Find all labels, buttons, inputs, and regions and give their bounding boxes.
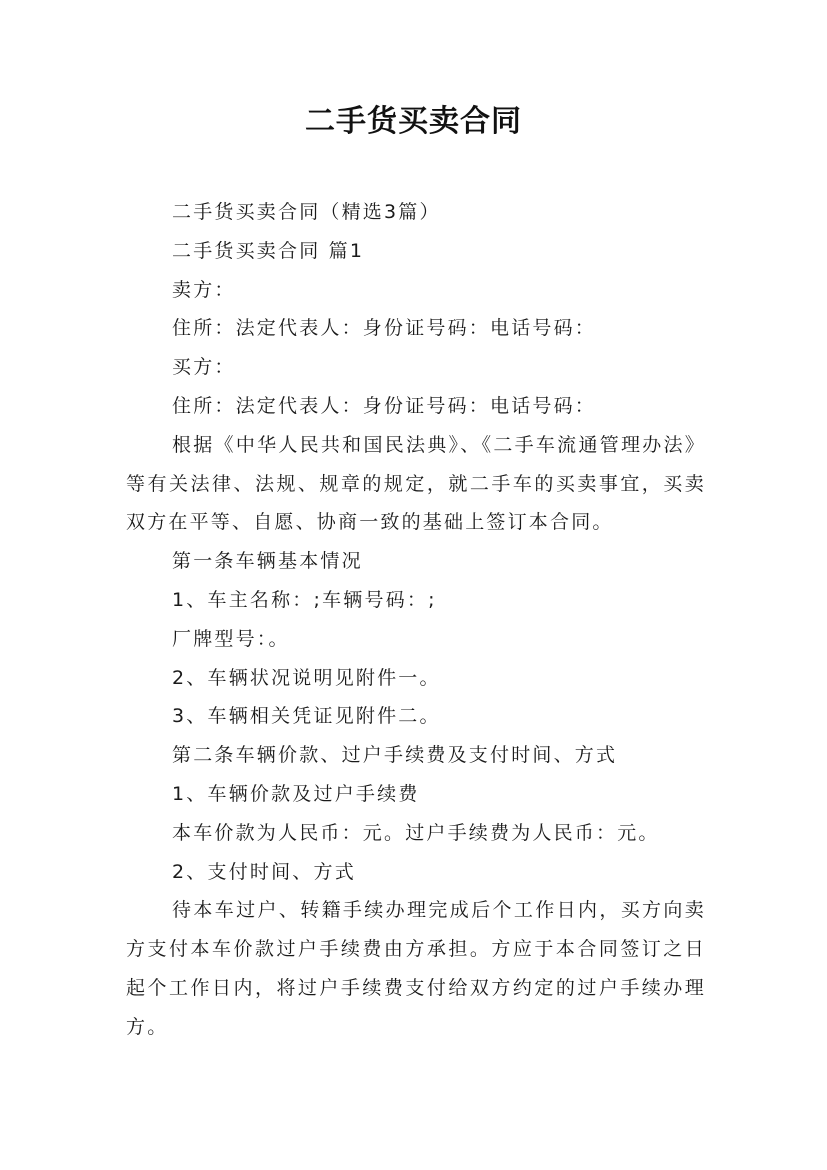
payment-paragraph: 待本车过户、转籍手续办理完成后个工作日内，买方向卖方支付本车价款过户手续费由方承担。方应于本合同签订之日起个工作日内，将过户手续费支付给双方约定的过户手续办理方。 [126, 899, 706, 1038]
buyer-info-line: 住所：法定代表人：身份证号码：电话号码： [172, 394, 597, 417]
brand-model-line: 厂牌型号：。 [172, 627, 290, 650]
payment-heading: 2、支付时间、方式 [172, 860, 356, 883]
legal-basis-paragraph: 根据《中华人民共和国民法典》、《二手车流通管理办法》等有关法律、法规、规章的规定，就二手车的买卖事宜，买卖双方在平等、自愿、协商一致的基础上签订本合同。 [126, 433, 706, 534]
vehicle-documents-line: 3、车辆相关凭证见附件二。 [172, 705, 441, 728]
document-body [126, 193, 706, 1047]
article-two-heading: 第二条车辆价款、过户手续费及支付时间、方式 [172, 744, 618, 767]
buyer-label: 买方： [172, 356, 236, 379]
price-fee-line: 本车价款为人民币：元。过户手续费为人民币：元。 [172, 821, 660, 844]
vehicle-condition-line: 2、车辆状况说明见附件一。 [172, 666, 441, 689]
section-heading: 二手货买卖合同 篇1 [172, 239, 365, 262]
price-fee-heading: 1、车辆价款及过户手续费 [172, 782, 420, 805]
document-title: 二手货买卖合同 [305, 104, 522, 139]
subtitle-line: 二手货买卖合同（精选3篇） [172, 201, 441, 223]
seller-info-line: 住所：法定代表人：身份证号码：电话号码： [172, 317, 597, 340]
article-one-heading: 第一条车辆基本情况 [172, 550, 363, 573]
seller-label: 卖方： [172, 278, 236, 301]
owner-vehicle-line: 1、车主名称：;车辆号码：; [172, 588, 437, 611]
